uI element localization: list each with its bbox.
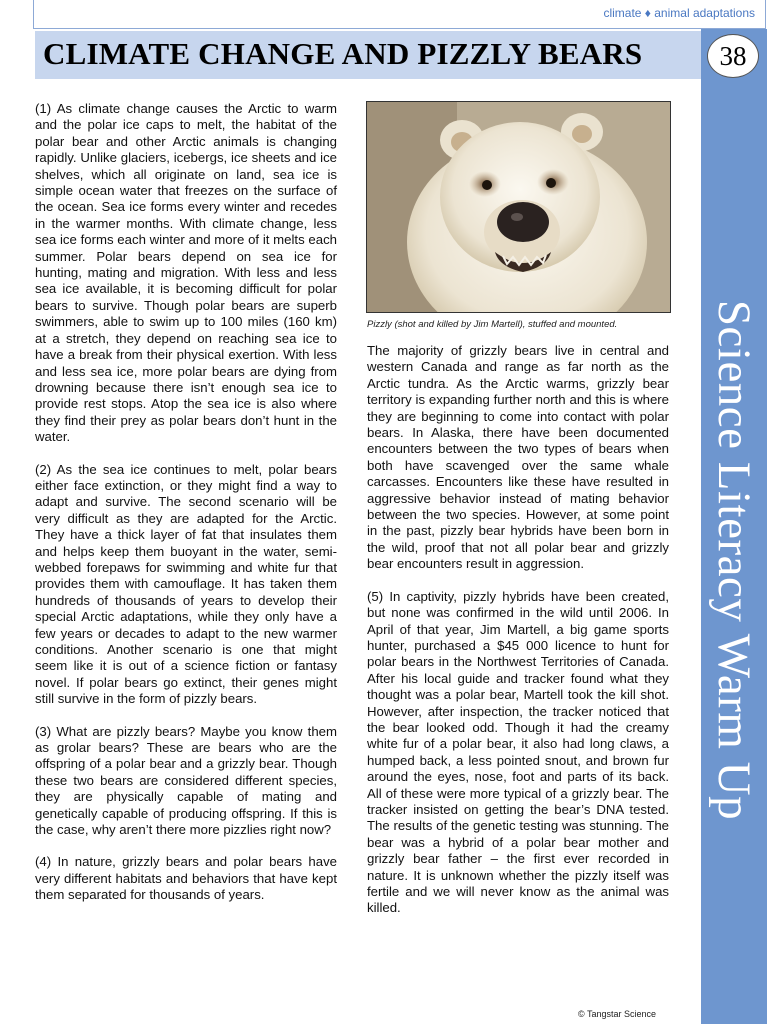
page-title: CLIMATE CHANGE AND PIZZLY BEARS bbox=[43, 36, 643, 71]
title-bar bbox=[35, 31, 701, 79]
paragraph-4: (4) In nature, grizzly bears and polar bears have very different habitats and behaviors that have kept them separated for thousands of years. bbox=[35, 854, 337, 903]
paragraph-4-continued: The majority of grizzly bears live in central and western Canada and range as far north as the Arctic tundra. As the Arctic warms, grizzly bear territory is expanding further north and this is where they are beginning to come into contact with polar bears. In Alaska, there have been documented encounters between the two types of bears when both have scavenged over the same whale carcasses. Encounters like these have resulted in aggressive behavior instead of mating behavior between the two species. However, at some point in the past, pizzly bear hybrids have been born in the wild, proof that not all polar bear and grizzly bear encounters result in aggression. bbox=[367, 343, 669, 572]
bear-illustration bbox=[367, 102, 671, 313]
paragraph-2: (2) As the sea ice continues to melt, polar bears either face extinction, or they might find a way to adapt and survive. The second scenario will be very difficult as they are adapted for the Arctic. They have a thick layer of fat that insulates them and helps keep them buoyant in the water, semi-webbed forepaws for swimming and white fur that provides them with camouflage. It has taken them hundreds of thousands of years to develop their special Arctic adaptations, while they only have a few years or decades to adapt to the new warmer conditions. Another scenario is one that might seem like it is out of a science fiction or fantasy novel. If polar bears go extinct, their genes might still survive in the form of pizzly bears. bbox=[35, 461, 337, 707]
paragraph-3: (3) What are pizzly bears? Maybe you know them as grolar bears? These are bears who are the offspring of a polar bear and a grizzly bear. Though these two bears are considered different species, they are physically capable of mating and genetically capable of producing offspring. If this is the case, why aren’t there more pizzlies right now? bbox=[35, 723, 337, 838]
paragraph-5: (5) In captivity, pizzly hybrids have been created, but none was confirmed in the wild until 2006. In April of that year, Jim Martell, a big game sports hunter, purchased a $45 000 licence to hunt for polar bears in the Northwest Territories of Canada. After his local guide and tracker found what they thought was a polar bear, Martell took the kill shot. However, after inspection, the tracker noticed that the bear looked odd. Though it had the creamy white fur of a polar bear, it also had long claws, a humped back, a less pointed snout, and brown fur around the eyes, nose, foot and parts of its back. All of these were more typical of a grizzly bear. The tracker insisted on getting the bear’s DNA tested. The results of the genetic testing was stunning. The bear was a hybrid of a polar bear mother and grizzly bear father – the first ever recorded in nature. It is unknown whether the pizzly itself was fertile and we will never know as the animal was killed. bbox=[367, 588, 669, 916]
lesson-number-badge: 38 bbox=[707, 34, 759, 78]
pizzly-bear-photo bbox=[366, 101, 671, 313]
paragraph-1: (1) As climate change causes the Arctic to warm and the polar ice caps to melt, the habitat of the polar bear and other Arctic animals is changing rapidly. Unlike glaciers, icebergs, ice sheets and ice shelves, which all originate on land, sea ice is simple ocean water that freezes on the surface of the ocean. Sea ice forms every winter and recedes in the warmer months. With climate change, less sea ice forms each winter and more of it melts each summer. Polar bears depend on sea ice for hunting, mating and migration. With less and less sea ice available, it is becoming difficult for polar bears to survive. Though polar bears are superb swimmers, able to swim up to 100 miles (160 km) at a stretch, they depend on reaching sea ice to have a break from their physical exertion. With less and less sea ice, more polar bears are dying from drowning because there isn’t enough sea ice to provide rest stops. Atop the sea ice is also where they find their prey as polar bears don’t hunt in the water. bbox=[35, 101, 337, 445]
right-column bbox=[367, 343, 669, 933]
left-column bbox=[35, 101, 337, 920]
header-topbar bbox=[33, 0, 766, 29]
photo-caption: Pizzly (shot and killed by Jim Martell), stuffed and mounted. bbox=[367, 319, 618, 330]
topic-tags: climate ♦ animal adaptations bbox=[603, 6, 755, 20]
copyright-notice: © Tangstar Science bbox=[578, 1009, 657, 1019]
sidebar-vertical-title: Science Literacy Warm Up bbox=[708, 299, 760, 821]
